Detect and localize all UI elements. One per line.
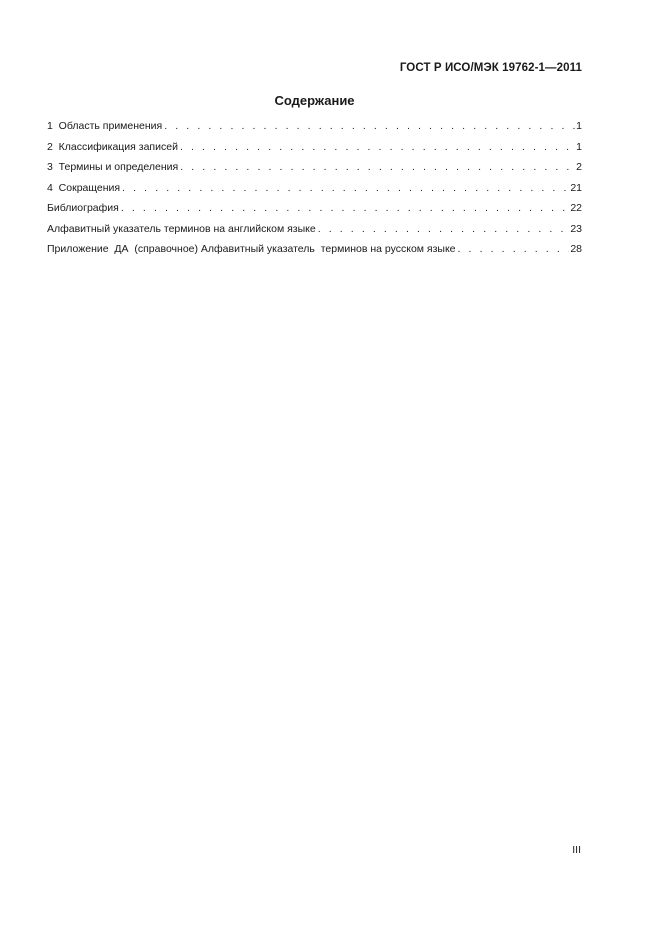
table-of-contents [47, 119, 582, 263]
toc-entry[interactable] [47, 119, 582, 140]
toc-dot-leader [164, 119, 575, 133]
page-number: III [572, 844, 581, 856]
toc-entry[interactable] [47, 160, 582, 181]
toc-entry-page: 22 [570, 202, 582, 214]
toc-entry-page: 23 [570, 222, 582, 235]
toc-dot-leader [458, 242, 570, 256]
toc-entry-page: 28 [570, 243, 582, 255]
toc-entry-page: 21 [570, 181, 582, 194]
toc-entry-page: 1 [576, 120, 582, 132]
toc-entry-label: 1 Область применения [47, 120, 163, 132]
toc-dot-leader [121, 201, 569, 215]
toc-entry-label: 2 Классификация записей [47, 140, 178, 153]
toc-entry-page: 2 [576, 161, 582, 173]
toc-dot-leader [318, 222, 570, 236]
standard-code-header: ГОСТ Р ИСО/МЭК 19762-1—2011 [399, 62, 582, 74]
toc-entry[interactable] [47, 222, 582, 243]
toc-entry[interactable] [47, 201, 582, 222]
toc-entry[interactable] [47, 181, 582, 202]
toc-dot-leader [180, 160, 575, 174]
toc-entry-label: 4 Сокращения [47, 181, 121, 194]
toc-entry-label: Приложение ДА (справочное) Алфавитный указатель терминов на русском языке [47, 243, 456, 255]
toc-dot-leader [180, 140, 575, 154]
toc-dot-leader [122, 181, 569, 195]
toc-entry-page: 1 [576, 140, 582, 153]
toc-entry[interactable] [47, 242, 582, 263]
toc-title: Содержание [274, 93, 355, 108]
toc-entry-label: Библиография [47, 202, 119, 214]
toc-entry-label: Алфавитный указатель терминов на английском языке [47, 222, 316, 235]
toc-entry[interactable] [47, 140, 582, 161]
toc-entry-label: 3 Термины и определения [47, 161, 179, 173]
